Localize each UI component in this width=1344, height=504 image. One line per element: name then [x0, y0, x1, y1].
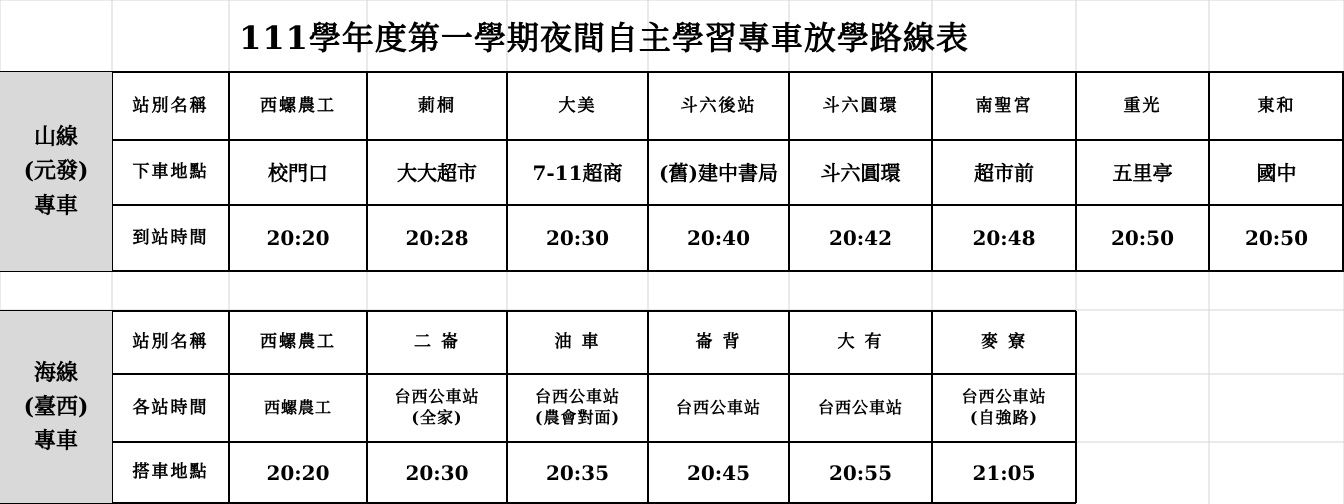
sea-line-label-line: (臺西): [23, 393, 89, 420]
sea-pickup-location: [648, 374, 789, 442]
mountain-station-name: 南聖宮: [975, 95, 1033, 116]
mountain-arrival-time: 20:50: [1244, 226, 1309, 250]
mountain-row-header: 到站時間: [132, 227, 209, 248]
mountain-arrival-time: 20:50: [1110, 226, 1175, 250]
mountain-line-label: [0, 72, 112, 271]
sea-stop-time: 20:55: [828, 460, 893, 485]
mountain-station-name: 西螺農工: [260, 95, 336, 116]
sea-stop-time: 21:05: [972, 460, 1036, 485]
sea-station-name: 大 有: [837, 332, 884, 353]
sea-pickup-location: [507, 374, 648, 442]
sea-station-name: 油 車: [554, 332, 601, 353]
mountain-station-name: 斗六後站: [680, 95, 757, 116]
sea-pickup-location-line: 台西公車站: [534, 387, 620, 407]
mountain-dropoff-location: 大大超市: [397, 160, 477, 185]
sea-line-label: [0, 311, 112, 503]
mountain-line-label-line: 專車: [33, 192, 78, 219]
mountain-dropoff-location: (舊)建中書局: [659, 160, 778, 185]
mountain-station-name: 東和: [1257, 95, 1296, 116]
mountain-dropoff-location: 超市前: [974, 160, 1034, 185]
sea-row-header: 各站時間: [132, 397, 209, 418]
mountain-station-name: 斗六圓環: [822, 95, 899, 116]
sea-row-header: 搭車地點: [132, 462, 209, 483]
sea-pickup-location-line: (農會對面): [534, 408, 621, 427]
mountain-arrival-time: 20:40: [686, 226, 751, 250]
mountain-dropoff-location: 五里亭: [1112, 160, 1173, 185]
sea-station-name: 二 崙: [414, 332, 460, 353]
sea-pickup-location-line: (自強路): [969, 408, 1039, 427]
sea-line-label-line: 專車: [33, 428, 78, 455]
mountain-arrival-time: 20:28: [405, 226, 469, 250]
mountain-dropoff-location: 斗六圓環: [820, 160, 901, 185]
sea-station-name: 崙 背: [695, 332, 742, 353]
sea-pickup-location: [229, 374, 367, 442]
mountain-arrival-time: 20:42: [828, 226, 893, 250]
sea-pickup-location-line: 台西公車站: [675, 397, 761, 417]
sea-pickup-location-line: 台西公車站: [817, 397, 903, 417]
sea-stop-time: 20:20: [266, 460, 330, 485]
mountain-station-name: 莿桐: [418, 95, 456, 116]
mountain-line-label-line: (元發): [23, 158, 89, 185]
mountain-dropoff-location: 國中: [1256, 160, 1297, 185]
sea-pickup-location-line: 台西公車站: [394, 387, 480, 407]
mountain-arrival-time: 20:20: [266, 226, 330, 250]
mountain-dropoff-location: 7-11超商: [532, 160, 623, 185]
mountain-station-name: 大美: [558, 95, 597, 116]
sea-stop-time: 20:35: [545, 460, 610, 485]
sea-pickup-location: [789, 374, 932, 442]
sea-row-header: 站別名稱: [132, 332, 209, 353]
sea-pickup-location: [932, 374, 1076, 442]
sea-pickup-location-line: 西螺農工: [263, 397, 332, 417]
mountain-dropoff-location: 校門口: [268, 160, 328, 185]
mountain-arrival-time: 20:48: [972, 226, 1036, 250]
sea-line-label-line: 海線: [33, 359, 78, 386]
page-title: 111學年度第一學期夜間自主學習專車放學路線表: [239, 19, 969, 57]
sea-stop-time: 20:45: [686, 460, 751, 485]
sea-station-name: 麥 寮: [981, 332, 1027, 353]
mountain-arrival-time: 20:30: [545, 226, 610, 250]
mountain-line-label-line: 山線: [33, 124, 78, 151]
mountain-row-header: 下車地點: [132, 162, 209, 183]
sea-stop-time: 20:30: [405, 460, 469, 485]
sea-pickup-location-line: (全家): [411, 408, 463, 427]
sea-station-name: 西螺農工: [260, 332, 336, 353]
mountain-station-name: 重光: [1123, 95, 1162, 116]
mountain-row-header: 站別名稱: [132, 95, 209, 116]
sea-pickup-location: [367, 374, 507, 442]
sea-pickup-location-line: 台西公車站: [961, 387, 1047, 407]
